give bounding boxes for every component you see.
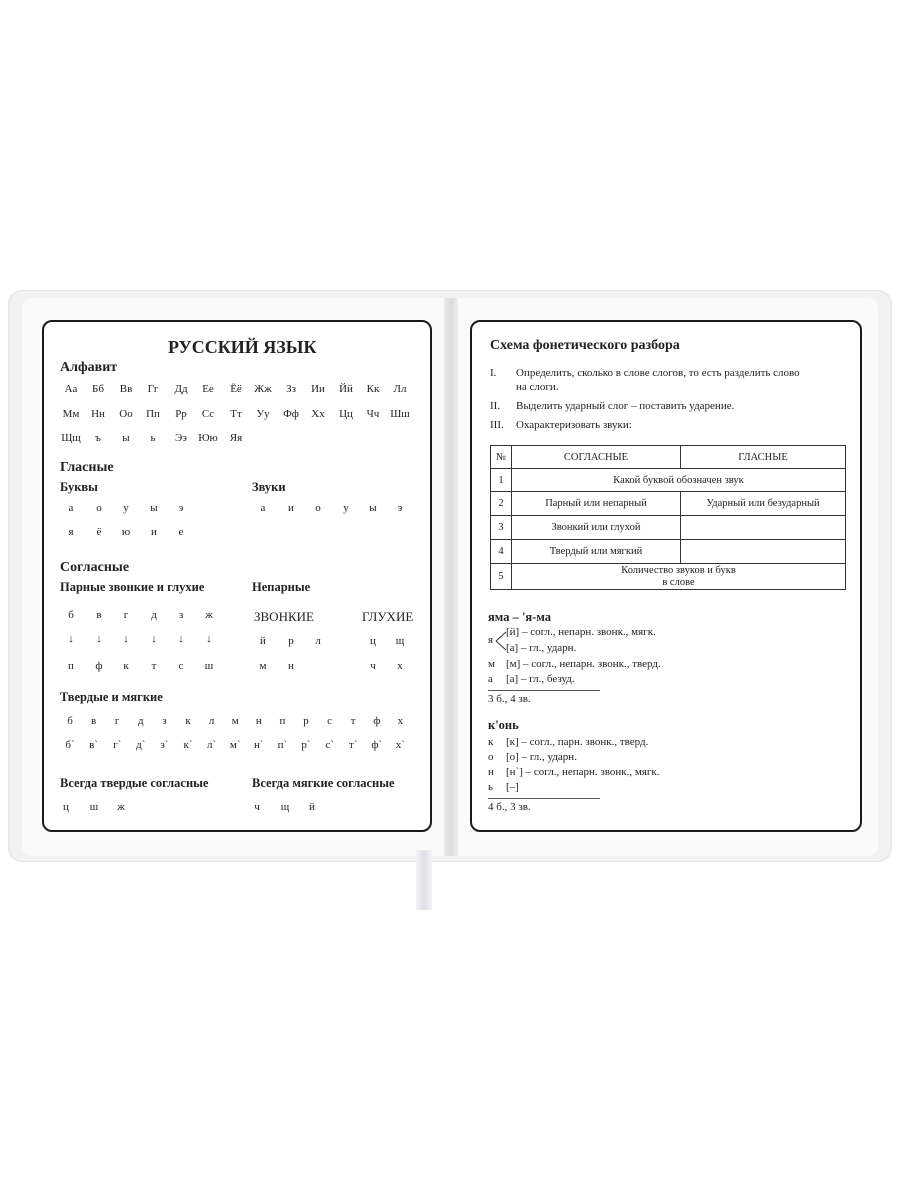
vowel-letter: у (123, 502, 129, 514)
always-soft-consonant: ч (254, 801, 260, 813)
table-row (491, 516, 846, 540)
left-panel-frame (42, 320, 432, 832)
example-2-line: [к] – согл., парн. звонк., тверд. (506, 736, 649, 748)
alphabet-letter: Цц (339, 408, 353, 420)
voiceless-consonant: п (68, 660, 74, 672)
example-2-letter: о (488, 751, 494, 763)
always-hard-consonant: ц (63, 801, 69, 813)
table-cell: Парный или непарный (512, 492, 681, 516)
table-row (491, 469, 846, 492)
table-cell: Твердый или мягкий (512, 540, 681, 564)
vowel-letters-label: Буквы (60, 480, 98, 494)
vowel-letter: я (68, 526, 74, 538)
step-3-num: III. (490, 419, 504, 431)
hard-consonant: х (397, 715, 404, 727)
hard-consonant: м (231, 715, 239, 727)
alphabet-letter: ы (122, 432, 130, 444)
step-3-text: Охарактеризовать звуки: (516, 419, 632, 431)
hard-consonant: д (137, 715, 144, 727)
notebook-spine (444, 298, 458, 856)
table-cell-line: в слове (662, 576, 695, 588)
pair-arrow-icon: ↓ (178, 633, 184, 645)
divider (488, 690, 600, 691)
table-cell: Какой буквой обозначен звук (512, 469, 846, 492)
alphabet-letter: Йй (339, 383, 353, 395)
vowel-letter: ё (96, 526, 102, 538)
alphabet-letter: Дд (174, 383, 188, 395)
table-cell (681, 540, 846, 564)
unpaired-voiceless-consonant: х (397, 660, 403, 672)
voiceless-consonant: ш (204, 660, 214, 672)
voiceless-consonant: с (178, 660, 184, 672)
alphabet-letter: Щщ (61, 432, 81, 444)
alphabet-letter: Ээ (175, 432, 187, 444)
always-hard-consonant: ш (89, 801, 99, 813)
example-2-line: [о] – гл., ударн. (506, 751, 577, 763)
paired-consonants-label: Парные звонкие и глухие (60, 580, 205, 594)
alphabet-letter: Рр (175, 408, 187, 420)
vowel-sound: у (343, 502, 349, 514)
vowel-letter: е (178, 526, 184, 538)
alphabet-letter: Бб (92, 383, 104, 395)
soft-consonant: п` (277, 739, 288, 751)
example-1-letter: а (488, 673, 493, 685)
alphabet-letter: Жж (254, 383, 272, 395)
table-cell-num: 5 (491, 564, 512, 590)
alphabet-letter: Чч (366, 408, 380, 420)
hard-consonant: р (303, 715, 309, 727)
soft-consonant: л` (207, 739, 217, 751)
step-1-text-cont: на слоги. (516, 381, 559, 393)
unpaired-voiced-consonant: р (288, 635, 294, 647)
voiced-consonant: в (96, 609, 102, 621)
soft-consonant: в` (89, 739, 99, 751)
alphabet-letter: Кк (366, 383, 380, 395)
example-1-total: 3 б., 4 зв. (488, 693, 531, 705)
always-soft-consonant: й (309, 801, 315, 813)
hard-consonant: т (350, 715, 356, 727)
phonetic-scheme-title: Схема фонетического разбора (490, 338, 680, 353)
hard-consonant: л (208, 715, 215, 727)
always-hard-label: Всегда твердые согласные (60, 776, 209, 790)
table-cell (681, 516, 846, 540)
table-cell-line: Количество звуков и букв (621, 564, 736, 576)
always-soft-label: Всегда мягкие согласные (252, 776, 395, 790)
page-title: РУССКИЙ ЯЗЫК (168, 337, 317, 357)
vowel-letter: э (178, 502, 184, 514)
alphabet-letter: Аа (64, 383, 78, 395)
vowel-letter: и (151, 526, 157, 538)
pair-arrow-icon: ↓ (151, 633, 157, 645)
example-2-line: [–] (506, 781, 519, 793)
example-2-letter: к (488, 736, 494, 748)
soft-consonant: х` (395, 739, 405, 751)
example-1-word: яма – 'я-ма (488, 610, 552, 624)
vowel-sound: о (315, 502, 321, 514)
alphabet-letter: Нн (91, 408, 105, 420)
vowel-letter: ю (121, 526, 131, 538)
voiced-consonant: д (151, 609, 157, 621)
hard-consonant: н (255, 715, 262, 727)
table-row (491, 492, 846, 516)
always-soft-consonant: щ (280, 801, 290, 813)
alphabet-letter: Яя (229, 432, 243, 444)
hard-consonant: с (327, 715, 333, 727)
table-row (491, 564, 846, 590)
table-header-vowels: ГЛАСНЫЕ (681, 446, 846, 469)
example-1-line: [а] – гл., безуд. (506, 673, 575, 685)
alphabet-letter: Пп (146, 408, 160, 420)
soft-consonant: р` (301, 739, 311, 751)
hard-consonant: в (90, 715, 97, 727)
soft-consonant: б` (65, 739, 75, 751)
pair-arrow-icon: ↓ (68, 633, 74, 645)
example-1-letter: я (488, 634, 494, 646)
alphabet-letter: ъ (95, 432, 101, 444)
pair-arrow-icon: ↓ (123, 633, 129, 645)
table-header-num: № (491, 446, 512, 469)
vowel-sound: ы (369, 502, 377, 514)
example-2-word: к'онь (488, 718, 519, 732)
voiced-consonant: з (178, 609, 184, 621)
voiceless-consonant: ф (95, 660, 103, 672)
table-cell-num: 4 (491, 540, 512, 564)
step-1-text: Определить, сколько в слове слогов, то есть разделить слово (516, 367, 800, 379)
alphabet-letter: Мм (62, 408, 80, 420)
unpaired-voiced-consonant: л (315, 635, 321, 647)
soft-consonant: н` (254, 739, 264, 751)
alphabet-letter: Сс (201, 408, 215, 420)
soft-consonant: з` (160, 739, 169, 751)
vowel-letter: ы (150, 502, 158, 514)
vowel-sound: и (288, 502, 294, 514)
hard-consonant: з (162, 715, 167, 727)
soft-consonant: к` (183, 739, 193, 751)
table-cell-num: 3 (491, 516, 512, 540)
consonants-heading: Согласные (60, 560, 130, 575)
voiceless-consonant: к (123, 660, 129, 672)
example-2-line: [н`] – согл., непарн. звонк., мягк. (506, 766, 660, 778)
soft-consonant: ф` (371, 739, 383, 751)
alphabet-letter: Лл (393, 383, 407, 395)
example-2-letter: ь (488, 781, 494, 793)
example-1-line: [й] – согл., непарн. звонк., мягк. (506, 626, 656, 638)
table-cell-num: 2 (491, 492, 512, 516)
alphabet-letter: Тт (230, 408, 242, 420)
alphabet-letter: Ии (311, 383, 325, 395)
alphabet-letter: Ёё (230, 383, 242, 395)
alphabet-heading: Алфавит (60, 360, 118, 375)
example-1-line: [м] – согл., непарн. звонк., тверд. (506, 658, 661, 670)
soft-consonant: с` (325, 739, 334, 751)
table-header-row (491, 446, 846, 469)
alphabet-letter: Ее (202, 383, 214, 395)
vowel-letter: о (96, 502, 102, 514)
hard-soft-label: Твердые и мягкие (60, 690, 163, 704)
example-1-letter: м (488, 658, 495, 670)
example-2-letter: н (488, 766, 494, 778)
phonetic-table (490, 445, 846, 590)
table-cell: Звонкий или глухой (512, 516, 681, 540)
table-header-consonants: СОГЛАСНЫЕ (512, 446, 681, 469)
unpaired-consonants-label: Непарные (252, 580, 311, 594)
example-1-line: [а] – гл., ударн. (506, 642, 577, 654)
table-cell: Ударный или безударный (681, 492, 846, 516)
voiced-consonant: б (68, 609, 74, 621)
vowel-sound: а (260, 502, 266, 514)
alphabet-letter: Оо (119, 408, 133, 420)
voiceless-caption: ГЛУХИЕ (362, 609, 414, 624)
alphabet-letter: Зз (286, 383, 296, 395)
step-2-num: II. (490, 400, 501, 412)
unpaired-voiced-consonant: н (288, 660, 294, 672)
soft-consonant: м` (229, 739, 241, 751)
alphabet-letter: ь (150, 432, 156, 444)
unpaired-voiceless-consonant: ч (370, 660, 376, 672)
soft-consonant: д` (136, 739, 146, 751)
voiced-caption: ЗВОНКИЕ (254, 609, 314, 624)
unpaired-voiced-consonant: й (260, 635, 266, 647)
voiced-consonant: ж (205, 609, 213, 621)
hard-consonant: г (114, 715, 120, 727)
hard-consonant: п (279, 715, 286, 727)
step-2-text: Выделить ударный слог – поставить ударение. (516, 400, 735, 412)
divider (488, 798, 600, 799)
alphabet-letter: Юю (198, 432, 218, 444)
hard-consonant: б (67, 715, 73, 727)
table-cell (512, 564, 846, 590)
vowel-sounds-label: Звуки (252, 480, 286, 494)
alphabet-letter: Хх (311, 408, 325, 420)
alphabet-letter: Гг (147, 383, 159, 395)
table-cell-num: 1 (491, 469, 512, 492)
bookmark-ribbon (416, 850, 432, 910)
example-2-total: 4 б., 3 зв. (488, 801, 531, 813)
hard-consonant: ф (373, 715, 381, 727)
alphabet-letter: Вв (119, 383, 133, 395)
soft-consonant: т` (348, 739, 358, 751)
alphabet-letter: Шш (390, 408, 410, 420)
vowel-sound: э (397, 502, 403, 514)
unpaired-voiceless-consonant: ц (370, 635, 376, 647)
hard-consonant: к (185, 715, 191, 727)
unpaired-voiced-consonant: м (259, 660, 267, 672)
alphabet-letter: Уу (256, 408, 270, 420)
voiced-consonant: г (123, 609, 129, 621)
soft-consonant: г` (113, 739, 122, 751)
step-1-num: I. (490, 367, 497, 379)
pair-arrow-icon: ↓ (96, 633, 102, 645)
alphabet-letter: Фф (283, 408, 299, 420)
always-hard-consonant: ж (117, 801, 125, 813)
vowel-letter: а (68, 502, 74, 514)
unpaired-voiceless-consonant: щ (395, 635, 405, 647)
pair-arrow-icon: ↓ (206, 633, 212, 645)
vowels-heading: Гласные (60, 460, 114, 475)
table-row (491, 540, 846, 564)
voiceless-consonant: т (151, 660, 157, 672)
